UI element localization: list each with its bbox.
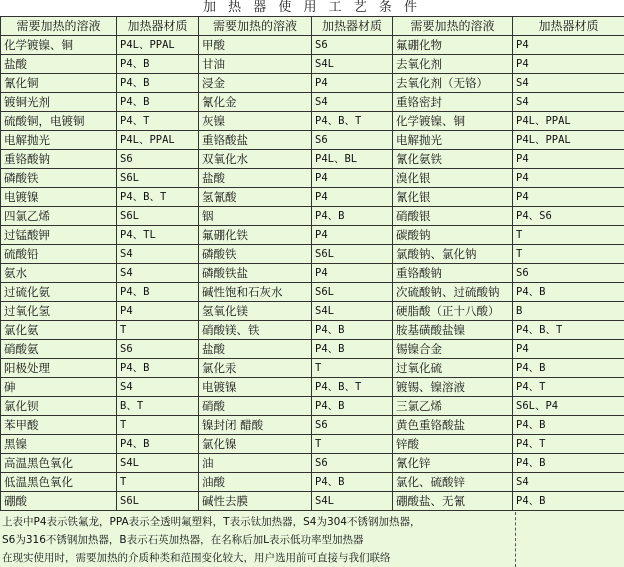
note-line-1: 上表中P4表示铁氟龙，PPA表示全透明氟塑料，T表示钛加热器，S4为304不锈钢加热器， (2, 516, 421, 528)
material-cell: S4L (312, 55, 393, 74)
solution-cell: 碳酸钠 (393, 226, 513, 245)
solution-cell: 锡镍合金 (393, 340, 513, 359)
material-cell: S6L (312, 245, 393, 264)
material-cell: P4、B (312, 321, 393, 340)
material-cell: T (513, 226, 624, 245)
table-row (1, 321, 624, 340)
solution-cell: 黄色重铬酸盐 (393, 416, 513, 435)
solution-cell: 磷酸铁 (1, 169, 117, 188)
solution-cell: 硼酸盐、无氰 (393, 492, 513, 511)
material-cell: P4 (117, 302, 199, 321)
material-cell: S6L (312, 283, 393, 302)
material-cell: P4、T (513, 435, 624, 454)
material-cell: P4 (513, 150, 624, 169)
header-solution-2: 需要加热的溶液 (199, 17, 312, 36)
solution-cell: 砷 (1, 378, 117, 397)
material-cell: S6 (312, 131, 393, 150)
table-row (1, 397, 624, 416)
solution-cell: 去氧化剂（无铬） (393, 74, 513, 93)
solution-cell: 油酸 (199, 473, 312, 492)
material-cell: P4、T (513, 378, 624, 397)
solution-cell: 苯甲酸 (1, 416, 117, 435)
material-cell: S6L (117, 207, 199, 226)
solution-cell: 硝酸银 (393, 207, 513, 226)
table-row (1, 131, 624, 150)
material-cell: S6 (117, 340, 199, 359)
solution-cell: 过氧化硫 (393, 359, 513, 378)
note-line-2: S6为316不锈钢加热器，B表示石英加热器，在名称后加L表示低功率型加热器 (2, 534, 364, 546)
solution-cell: 双氧化水 (199, 150, 312, 169)
solution-cell: 硝酸镁、铁 (199, 321, 312, 340)
table-row (1, 112, 624, 131)
table-row (1, 245, 624, 264)
material-cell: P4、B (117, 55, 199, 74)
material-cell: T (117, 416, 199, 435)
material-cell: P4 (513, 340, 624, 359)
material-cell: S4 (312, 93, 393, 112)
material-cell: P4、B、T (312, 378, 393, 397)
material-cell: P4、B (513, 359, 624, 378)
solution-cell: 四氯乙烯 (1, 207, 117, 226)
material-cell: P4、S6 (513, 207, 624, 226)
solution-cell: 过氧化氢 (1, 302, 117, 321)
solution-cell: 镀锡、镍溶液 (393, 378, 513, 397)
header-solution-1: 需要加热的溶液 (1, 17, 117, 36)
material-cell: P4 (513, 36, 624, 55)
solution-cell: 磷酸铁盐 (199, 264, 312, 283)
solution-cell: 阳极处理 (1, 359, 117, 378)
solution-cell: 电解抛光 (393, 131, 513, 150)
material-cell: P4 (513, 188, 624, 207)
solution-cell: 硝酸 (199, 397, 312, 416)
material-cell: T (117, 473, 199, 492)
solution-cell: 低温黑色氧化 (1, 473, 117, 492)
solution-cell: 锌酸 (393, 435, 513, 454)
material-cell: P4 (312, 169, 393, 188)
solution-cell: 镀铜光剂 (1, 93, 117, 112)
material-cell: P4、B (513, 454, 624, 473)
material-cell: S6L (117, 169, 199, 188)
solution-cell: 氰化氨铁 (393, 150, 513, 169)
solution-cell: 氟硼化铁 (199, 226, 312, 245)
material-cell: P4、B (117, 435, 199, 454)
solution-cell: 铟 (199, 207, 312, 226)
header-material-2: 加热器材质 (312, 17, 393, 36)
material-cell: P4、B (513, 283, 624, 302)
solution-cell: 化学镀镍、铜 (1, 36, 117, 55)
material-cell: B (513, 302, 624, 321)
table-row (1, 302, 624, 321)
material-cell: P4、B (312, 473, 393, 492)
solution-cell: 过硫化氨 (1, 283, 117, 302)
solution-cell: 重铬酸盐 (199, 131, 312, 150)
material-cell: S4 (117, 264, 199, 283)
solution-cell: 硝酸氨 (1, 340, 117, 359)
material-cell: P4、B (513, 492, 624, 511)
heater-spec-table (0, 16, 624, 511)
header-material-3: 加热器材质 (513, 17, 624, 36)
material-cell: S6L (117, 492, 199, 511)
solution-cell: 镍封闭 醋酸 (199, 416, 312, 435)
solution-cell: 氰化锌 (393, 454, 513, 473)
solution-cell: 氢氰酸 (199, 188, 312, 207)
table-row (1, 74, 624, 93)
material-cell: S4 (513, 74, 624, 93)
material-cell: T (117, 321, 199, 340)
table-row (1, 169, 624, 188)
table-row (1, 416, 624, 435)
page-title: 加 热 器 使 用 工 艺 条 件 (0, 0, 624, 16)
solution-cell: 氯化镍 (199, 435, 312, 454)
material-cell: S4 (117, 378, 199, 397)
solution-cell: 油 (199, 454, 312, 473)
solution-cell: 氰化银 (393, 188, 513, 207)
material-cell: P4L、PPAL (117, 131, 199, 150)
material-cell: S6 (312, 36, 393, 55)
solution-cell: 氟硼化物 (393, 36, 513, 55)
material-cell: P4 (312, 264, 393, 283)
solution-cell: 氰化金 (199, 93, 312, 112)
material-cell: P4、B (117, 74, 199, 93)
solution-cell: 氨水 (1, 264, 117, 283)
table-body (1, 36, 624, 511)
solution-cell: 氰化铜 (1, 74, 117, 93)
material-cell: S6L、P4 (513, 397, 624, 416)
material-cell: P4、TL (117, 226, 199, 245)
solution-cell: 盐酸 (199, 169, 312, 188)
material-cell: S6 (513, 264, 624, 283)
solution-cell: 重铬密封 (393, 93, 513, 112)
table-row (1, 188, 624, 207)
material-cell: P4L、BL (312, 150, 393, 169)
material-cell: P4、B (312, 397, 393, 416)
material-cell: B、T (117, 397, 199, 416)
solution-cell: 磷酸铁 (199, 245, 312, 264)
solution-cell: 碱性去膜 (199, 492, 312, 511)
solution-cell: 高温黑色氧化 (1, 454, 117, 473)
material-cell: S6 (312, 454, 393, 473)
table-row (1, 283, 624, 302)
solution-cell: 氯酸钠、氯化钠 (393, 245, 513, 264)
note-line-3: 在现实使用时，需要加热的介质种类和范围变化较大，用户选用前可直接与我们联络 (2, 552, 391, 564)
solution-cell: 硫酸铜，电镀铜 (1, 112, 117, 131)
solution-cell: 灰镍 (199, 112, 312, 131)
material-cell: P4、B (312, 207, 393, 226)
table-row (1, 93, 624, 112)
solution-cell: 甲酸 (199, 36, 312, 55)
material-cell: S4 (513, 93, 624, 112)
header-row (1, 17, 624, 36)
material-cell: P4、B、T (513, 321, 624, 340)
solution-cell: 胺基磺酸盐镍 (393, 321, 513, 340)
material-cell: S4L (117, 454, 199, 473)
table-row (1, 340, 624, 359)
solution-cell: 重铬酸钠 (393, 264, 513, 283)
material-cell: P4、B (117, 93, 199, 112)
solution-cell: 盐酸 (199, 340, 312, 359)
material-cell: T (312, 359, 393, 378)
table-row (1, 492, 624, 511)
table-row (1, 454, 624, 473)
solution-cell: 氯化氨 (1, 321, 117, 340)
dashed-divider (515, 512, 516, 567)
header-material-1: 加热器材质 (117, 17, 199, 36)
material-cell: P4、B (513, 416, 624, 435)
solution-cell: 重铬酸钠 (1, 150, 117, 169)
solution-cell: 甘油 (199, 55, 312, 74)
table-row (1, 207, 624, 226)
material-cell: P4、T (117, 112, 199, 131)
table-row (1, 55, 624, 74)
solution-cell: 次硫酸钠、过硫酸钠 (393, 283, 513, 302)
solution-cell: 盐酸 (1, 55, 117, 74)
solution-cell: 碱性饱和石灰水 (199, 283, 312, 302)
table-row (1, 473, 624, 492)
solution-cell: 化学镀镍、铜 (393, 112, 513, 131)
material-cell: P4L、PPAL (117, 36, 199, 55)
solution-cell: 氯化汞 (199, 359, 312, 378)
solution-cell: 氯化、硫酸锌 (393, 473, 513, 492)
material-cell: P4 (312, 188, 393, 207)
material-cell: S4 (513, 473, 624, 492)
header-solution-3: 需要加热的溶液 (393, 17, 513, 36)
solution-cell: 硫酸铅 (1, 245, 117, 264)
solution-cell: 电镀镍 (1, 188, 117, 207)
material-cell: T (312, 435, 393, 454)
table-row (1, 435, 624, 454)
solution-cell: 氯化钡 (1, 397, 117, 416)
material-cell: P4 (312, 226, 393, 245)
table-row (1, 359, 624, 378)
solution-cell: 浸金 (199, 74, 312, 93)
material-cell: S6 (312, 416, 393, 435)
material-cell: P4、B (117, 359, 199, 378)
solution-cell: 硬脂酸（正十八酸） (393, 302, 513, 321)
table-row (1, 36, 624, 55)
table-row (1, 264, 624, 283)
solution-cell: 去氧化剂 (393, 55, 513, 74)
material-cell: S6 (117, 150, 199, 169)
material-cell: P4、B (117, 283, 199, 302)
solution-cell: 硼酸 (1, 492, 117, 511)
material-cell: P4 (312, 74, 393, 93)
material-cell: S4 (117, 245, 199, 264)
material-cell: P4、B、T (312, 112, 393, 131)
material-cell: P4 (513, 169, 624, 188)
solution-cell: 电解抛光 (1, 131, 117, 150)
table-row (1, 226, 624, 245)
solution-cell: 电镀镍 (199, 378, 312, 397)
material-cell: P4L、PPAL (513, 131, 624, 150)
solution-cell: 过锰酸钾 (1, 226, 117, 245)
solution-cell: 黑镍 (1, 435, 117, 454)
table-row (1, 378, 624, 397)
material-cell: S4L (312, 492, 393, 511)
solution-cell: 溴化银 (393, 169, 513, 188)
solution-cell: 三氯乙烯 (393, 397, 513, 416)
material-cell: P4L、PPAL (513, 112, 624, 131)
table-row (1, 150, 624, 169)
material-cell: S4L (312, 302, 393, 321)
material-cell: P4、B (312, 340, 393, 359)
material-cell: P4 (513, 55, 624, 74)
material-cell: P4、B、T (117, 188, 199, 207)
solution-cell: 氢氧化镁 (199, 302, 312, 321)
material-cell: T (513, 245, 624, 264)
